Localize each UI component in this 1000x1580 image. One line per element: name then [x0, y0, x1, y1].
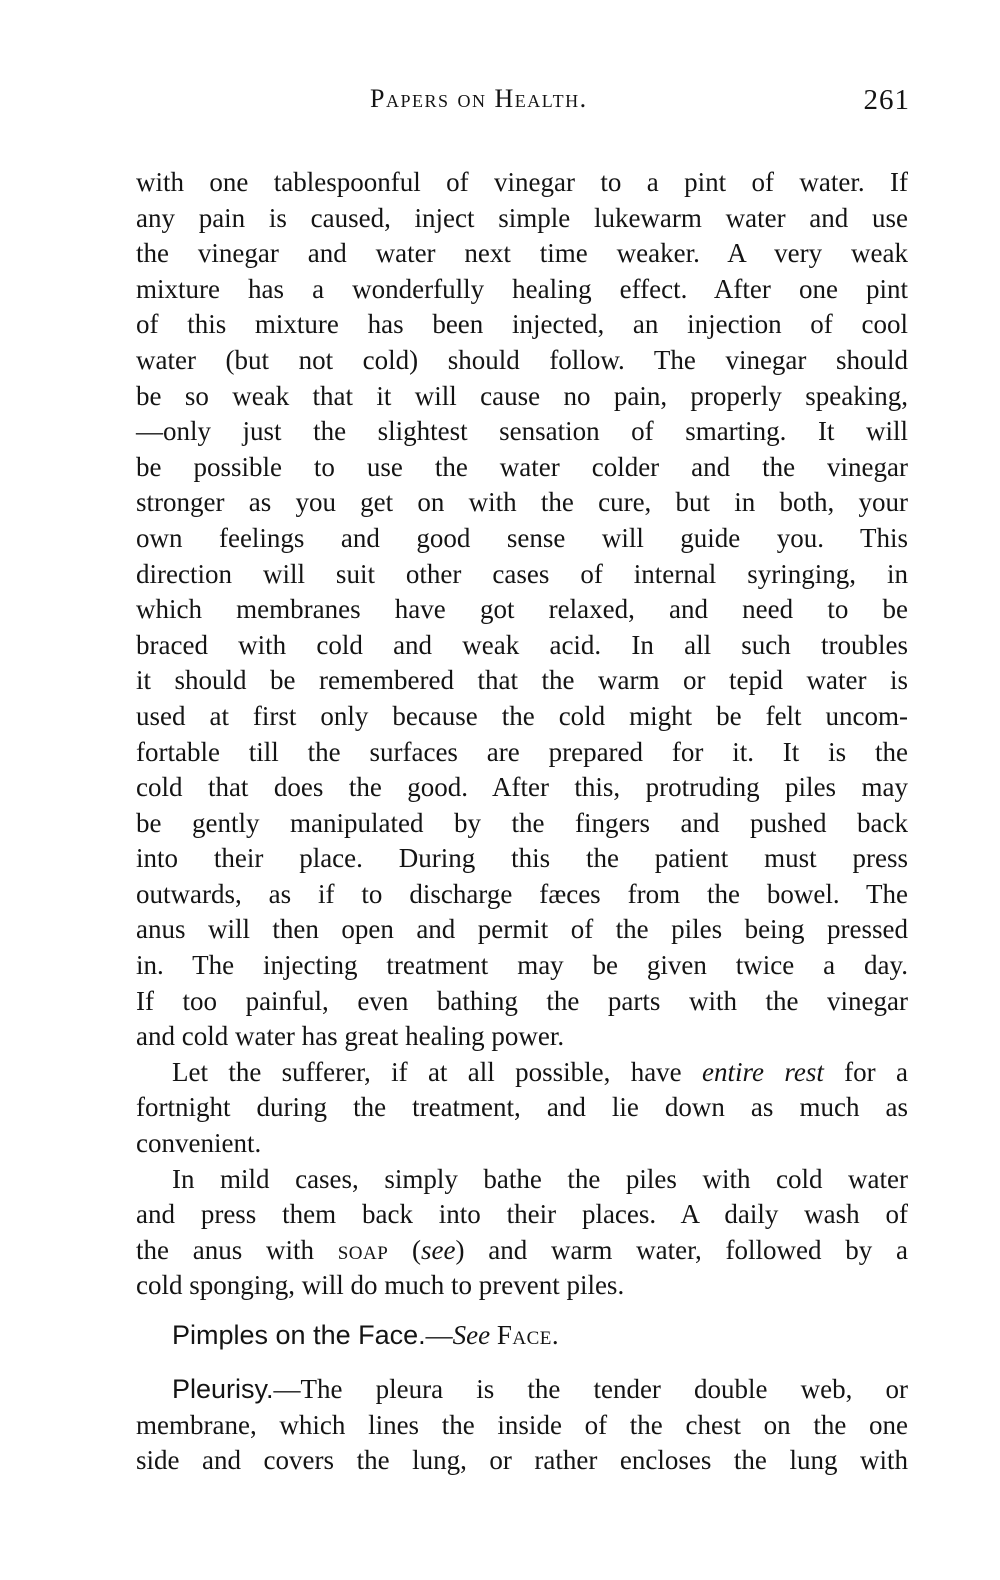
entry-line — [136, 1372, 908, 1408]
text-line: —only just the slightest sensation of smarting. It will — [136, 416, 908, 447]
text-line: own feelings and good sense will guide you. This — [136, 522, 908, 553]
text-line: outwards, as if to discharge fæces from the bowel. The — [136, 878, 908, 909]
text-line: with one tablespoonful of vinegar to a pint of water. If — [136, 167, 908, 197]
text-line: it should be remembered that the warm or tepid water is — [136, 665, 908, 696]
text-run: ) and warm water, followed by a — [455, 1234, 908, 1265]
text-line: in. The injecting treatment may be given twice a day. — [136, 950, 908, 981]
text-run: for a — [823, 1056, 908, 1087]
text-line: cold sponging, will do much to prevent piles. — [136, 1270, 625, 1301]
page-number: 261 — [863, 84, 910, 116]
text-run: Let the sufferer, if at all possible, have — [172, 1056, 703, 1087]
pleurisy-entry — [136, 1372, 908, 1479]
text-line: be gently manipulated by the fingers and pushed back — [136, 807, 908, 838]
cross-reference-face: Face. — [496, 1320, 560, 1350]
emphasis: entire rest — [702, 1056, 824, 1087]
text-line: anus will then open and permit of the piles being pressed — [136, 914, 908, 945]
text-run: ( — [388, 1234, 422, 1265]
text-run: the anus with — [136, 1234, 338, 1265]
text-line: and press them back into their places. A daily wash of — [136, 1199, 908, 1230]
cross-reference-soap: soap — [337, 1234, 389, 1265]
continued-paragraph — [136, 165, 908, 1055]
entry-heading: Pimples on the Face. — [172, 1320, 426, 1350]
text-line: convenient. — [136, 1128, 262, 1159]
text-line: into their place. During this the patient must press — [136, 843, 908, 874]
text-run — [490, 1320, 497, 1350]
text-line: mixture has a wonderfully healing effect. After one pint — [136, 273, 908, 304]
text-line: membrane, which lines the inside of the chest on the one — [136, 1409, 908, 1440]
body-text — [136, 165, 908, 1304]
entry-line — [136, 1318, 908, 1354]
text-line — [136, 1055, 908, 1091]
text-line: cold that does the good. After this, protruding piles may — [136, 772, 908, 803]
text-line: be so weak that it will cause no pain, properly speaking, — [136, 380, 908, 411]
text-line: any pain is caused, inject simple lukewarm water and use — [136, 202, 908, 233]
text-line: fortable till the surfaces are prepared for it. It is the — [136, 736, 908, 767]
text-line: In mild cases, simply bathe the piles with cold water — [172, 1163, 908, 1194]
emphasis: see — [421, 1234, 456, 1265]
entry-heading: Pleurisy. — [172, 1374, 274, 1404]
text-run: —The pleura is the tender double web, or — [273, 1374, 908, 1404]
text-line: side and covers the lung, or rather encloses the lung with — [136, 1445, 908, 1476]
text-line: braced with cold and weak acid. In all such troubles — [136, 629, 908, 660]
pimples-entry — [136, 1318, 908, 1354]
text-line: of this mixture has been injected, an injection of cool — [136, 309, 908, 340]
see-word: See — [452, 1320, 491, 1350]
text-line — [136, 1233, 908, 1269]
text-line: water (but not cold) should follow. The vinegar should — [136, 344, 908, 375]
text-line: used at first only because the cold might be felt uncom- — [136, 700, 908, 731]
text-line: fortnight during the treatment, and lie down as much as — [136, 1092, 908, 1123]
rest-paragraph — [136, 1055, 908, 1162]
text-line: stronger as you get on with the cure, but in both, your — [136, 487, 908, 518]
text-line: the vinegar and water next time weaker. A very weak — [136, 238, 908, 269]
text-run: — — [425, 1320, 453, 1350]
running-header — [0, 84, 1000, 124]
text-line: If too painful, even bathing the parts with the vinegar — [136, 985, 908, 1016]
text-line: and cold water has great healing power. — [136, 1021, 565, 1052]
text-line: which membranes have got relaxed, and need to be — [136, 594, 908, 625]
running-title: Papers on Health. — [370, 84, 588, 113]
mild-cases-paragraph — [136, 1162, 908, 1304]
text-line: be possible to use the water colder and the vinegar — [136, 451, 908, 482]
text-line: direction will suit other cases of internal syringing, in — [136, 558, 908, 589]
